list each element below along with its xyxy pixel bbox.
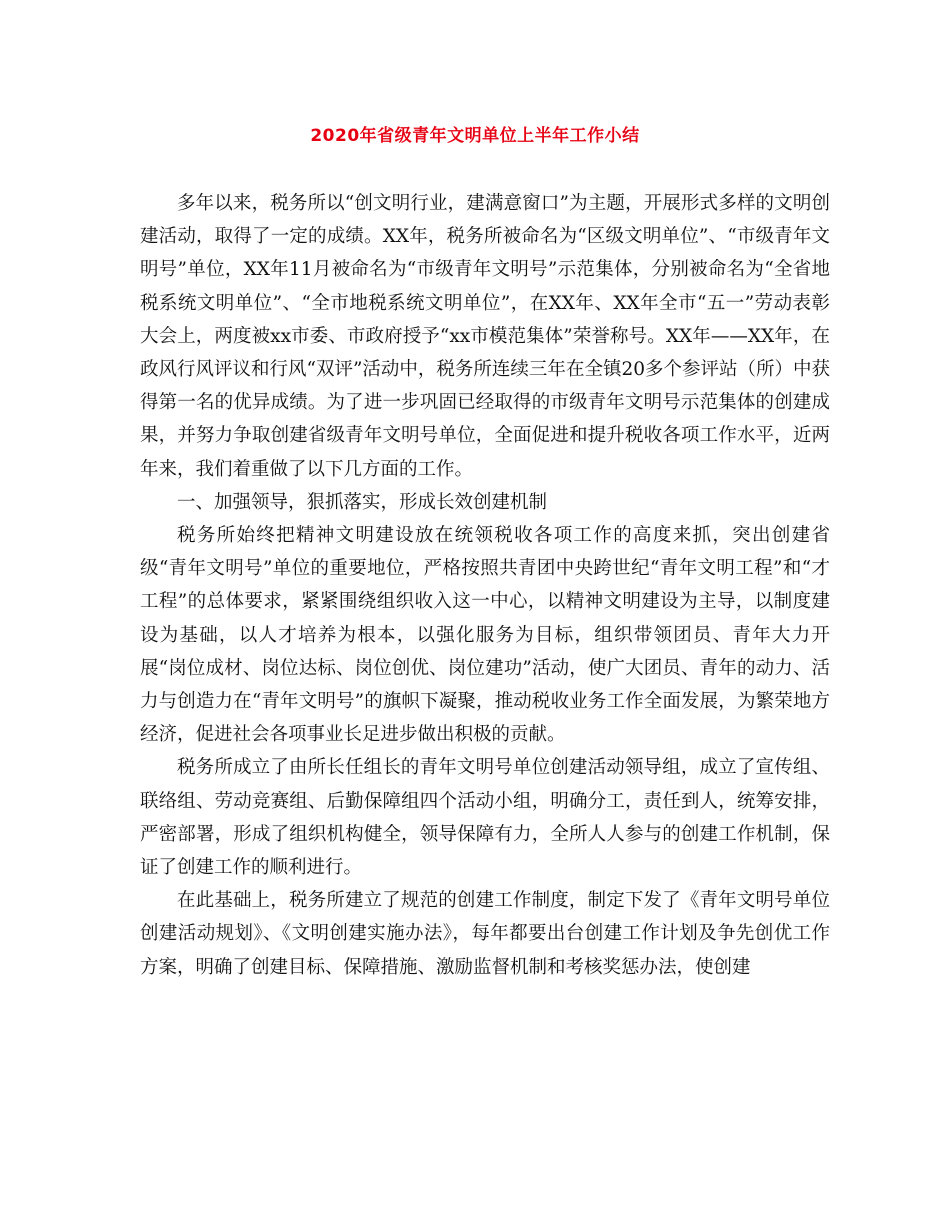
- paragraph-section-1-a: 税务所始终把精神文明建设放在统领税收各项工作的高度来抓，突出创建省级“青年文明号”单位的重要地位，严格按照共青团中央跨世纪“青年文明工程”和“才工程”的总体要求，紧紧围绕组织收入这一中心，以精神文明建设为主导，以制度建设为基础，以人才培养为根本，以强化服务为目标，组织带领团员、青年大力开展“岗位成材、岗位达标、岗位创优、岗位建功”活动，使广大团员、青年的动力、活力与创造力在“青年文明号”的旗帜下凝聚，推动税收业务工作全面发展，为繁荣地方经济，促进社会各项事业长足进步做出积极的贡献。: [140, 525, 830, 746]
- paragraph-section-1-c: 在此基础上，税务所建立了规范的创建工作制度，制定下发了《青年文明号单位创建活动规划》、《文明创建实施办法》，每年都要出台创建工作计划及争先创优工作方案，明确了创建目标、保障措施、激励监督机制和考核奖惩办法，使创建: [140, 890, 830, 978]
- document-title: 2020年省级青年文明单位上半年工作小结: [310, 126, 640, 146]
- paragraph-section-1-b: 税务所成立了由所长任组长的青年文明号单位创建活动领导组，成立了宣传组、联络组、劳动竞赛组、后勤保障组四个活动小组，明确分工，责任到人，统筹安排，严密部署，形成了组织机构健全，领导保障有力，全所人人参与的创建工作机制，保证了创建工作的顺利进行。: [140, 757, 830, 879]
- paragraph-intro: 多年以来，税务所以“创文明行业，建满意窗口”为主题，开展形式多样的文明创建活动，取得了一定的成绩。XX年，税务所被命名为“区级文明单位”、“市级青年文明号”单位，XX年11月被命名为“市级青年文明号”示范集体，分别被命名为“全省地税系统文明单位”、“全市地税系统文明单位”，在XX年、XX年全市“五一”劳动表彰大会上，两度被xx市委、市政府授予“xx市模范集体”荣誉称号。XX年——XX年，在政风行风评议和行风“双评”活动中，税务所连续三年在全镇20多个参评站（所）中获得第一名的优异成绩。为了进一步巩固已经取得的市级青年文明号示范集体的创建成果，并努力争取创建省级青年文明号单位，全面促进和提升税收各项工作水平，近两年来，我们着重做了以下几方面的工作。: [140, 193, 830, 480]
- section-heading-1: 一、加强领导，狠抓落实，形成长效创建机制: [177, 491, 548, 513]
- document-body: [140, 187, 830, 984]
